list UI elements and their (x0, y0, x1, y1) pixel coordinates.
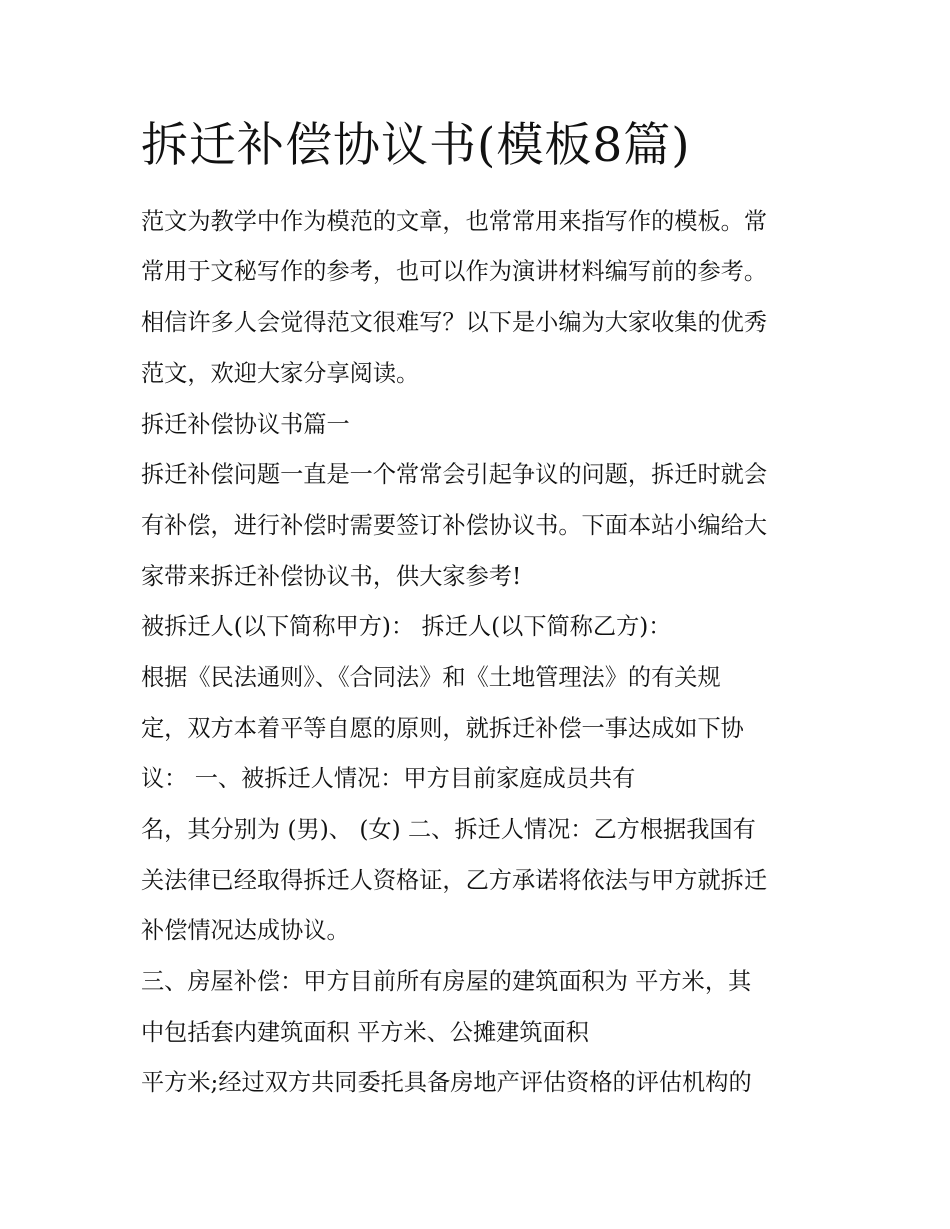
paragraph-line: 范文为教学中作为模范的文章，也常常用来指写作的模板。常 (141, 208, 768, 235)
paragraph-line: 定，双方本着平等自愿的原则，就拆迁补偿一事达成如下协 (141, 715, 744, 742)
paragraph-line: 范文，欢迎大家分享阅读。 (141, 360, 420, 387)
paragraph-line: 中包括套内建筑面积 平方米、公摊建筑面积 (141, 1019, 589, 1046)
paragraph-line: 有补偿，进行补偿时需要签订补偿协议书。下面本站小编给大 (141, 512, 768, 539)
paragraph-line: 平方米;经过双方共同委托具备房地产评估资格的评估机构的 (141, 1069, 752, 1096)
section-heading: 拆迁补偿协议书篇一 (141, 411, 350, 438)
paragraph-line: 议： 一、被拆迁人情况：甲方目前家庭成员共有 (141, 765, 636, 792)
paragraph-line: 根据《民法通则》、《合同法》和《土地管理法》的有关规 (141, 664, 721, 691)
paragraph-line: 被拆迁人(以下简称甲方)： 拆迁人(以下简称乙方)： (141, 613, 672, 640)
paragraph-line: 补偿情况达成协议。 (141, 917, 350, 944)
paragraph-line: 三、房屋补偿：甲方目前所有房屋的建筑面积为 平方米，其 (141, 968, 752, 995)
paragraph-line: 名，其分别为 (男)、 (女) 二、拆迁人情况：乙方根据我国有 (141, 816, 756, 843)
paragraph-line: 拆迁补偿问题一直是一个常常会引起争议的问题，拆迁时就会 (141, 461, 768, 488)
paragraph-line: 家带来拆迁补偿协议书，供大家参考! (141, 563, 522, 590)
paragraph-line: 常用于文秘写作的参考，也可以作为演讲材料编写前的参考。 (141, 258, 768, 285)
document-title: 拆迁补偿协议书(模板8篇) (141, 118, 691, 173)
paragraph-line: 关法律已经取得拆迁人资格证，乙方承诺将依法与甲方就拆迁 (141, 867, 768, 894)
paragraph-line: 相信许多人会觉得范文很难写？以下是小编为大家收集的优秀 (141, 309, 768, 336)
